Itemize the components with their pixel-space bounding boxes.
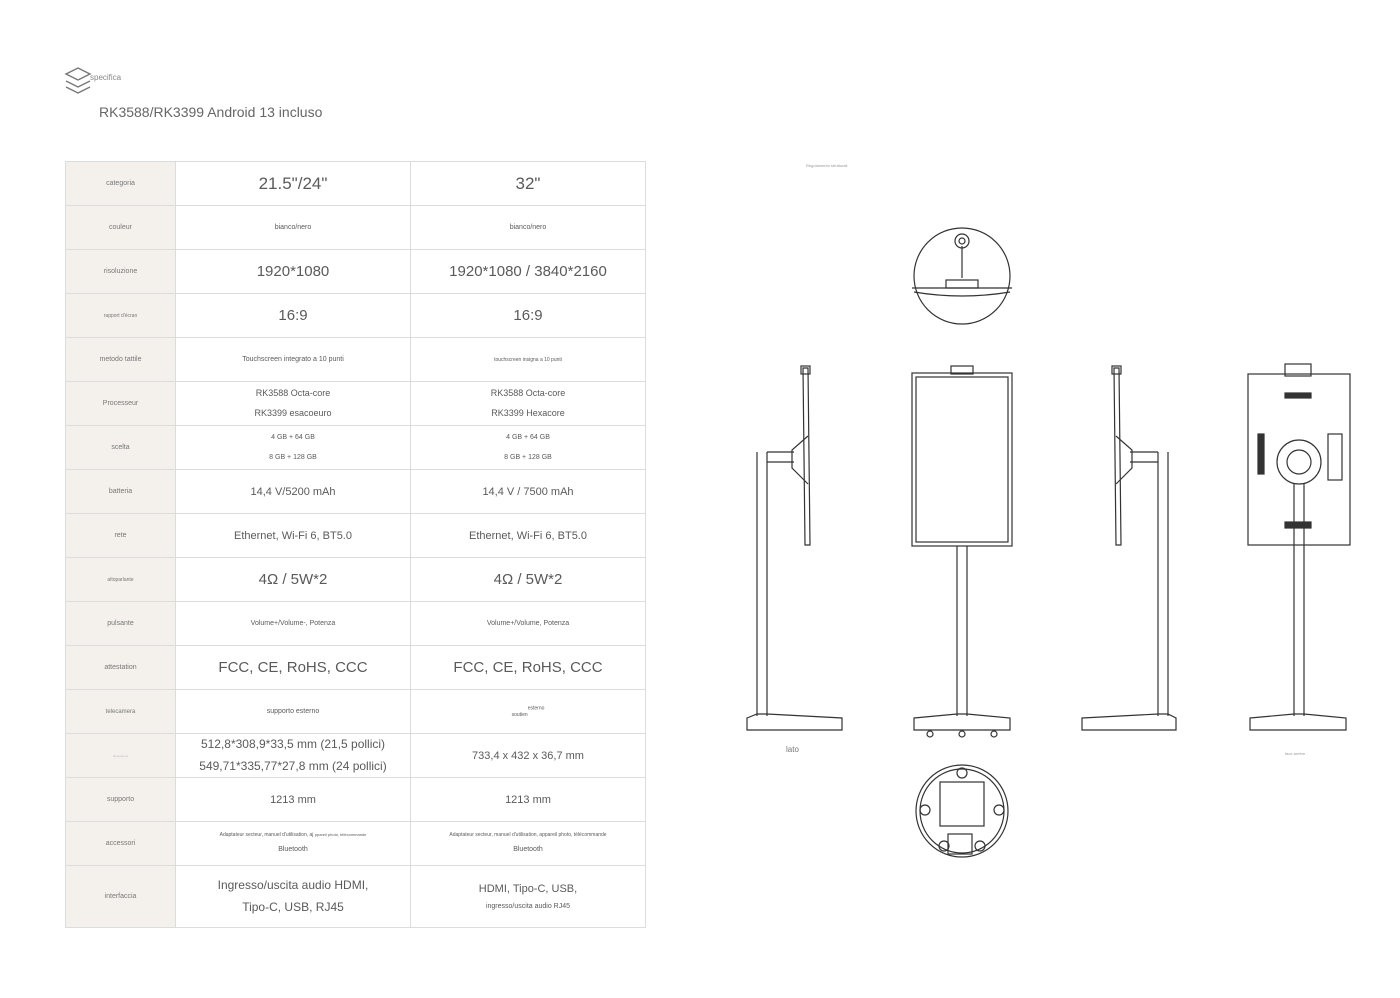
- side-view-drawing-right: [1082, 366, 1176, 730]
- value-cell: [411, 822, 646, 866]
- stacked-layers-icon: [64, 66, 92, 98]
- value-cell: 1920*1080: [176, 250, 411, 294]
- table-row: [66, 866, 646, 928]
- value-line: Ingresso/uscita audio HDMI,: [217, 878, 369, 893]
- value-cell: [176, 866, 411, 928]
- table-row: [66, 470, 646, 514]
- table-row: [66, 690, 646, 734]
- value-cell: supporto esterno: [176, 690, 411, 734]
- value-line: ppareil photo, télécommande: [314, 831, 367, 837]
- back-view-caption: face arrière: [1285, 751, 1306, 756]
- value-cell: [176, 382, 411, 426]
- value-line: 8 GB + 128 GB: [269, 453, 317, 461]
- value-cell: FCC, CE, RoHS, CCC: [176, 646, 411, 690]
- spec-label: specifica: [90, 73, 122, 82]
- value-cell: 21.5"/24": [176, 162, 411, 206]
- value-line: Bluetooth: [513, 846, 543, 854]
- value-cell: [411, 866, 646, 928]
- product-drawings: [740, 150, 1360, 870]
- table-row: [66, 734, 646, 778]
- value-cell: bianco/nero: [411, 206, 646, 250]
- table-row: [66, 514, 646, 558]
- value-cell: [176, 426, 411, 470]
- value-cell: Touchscreen integrato a 10 punti: [176, 338, 411, 382]
- row-label: dimensione: [66, 734, 176, 778]
- value-line: RK3399 Hexacore: [491, 407, 565, 418]
- table-row: [66, 250, 646, 294]
- value-line: Bluetooth: [278, 846, 308, 854]
- value-line: HDMI, Tipo-C, USB,: [478, 882, 578, 895]
- value-line: soutien: [511, 711, 528, 718]
- value-cell: 14,4 V / 7500 mAh: [411, 470, 646, 514]
- side-view-drawing: [747, 366, 842, 730]
- value-line: 4 GB + 64 GB: [271, 433, 315, 441]
- top-view-drawing: [912, 228, 1012, 324]
- value-cell: [411, 426, 646, 470]
- value-cell: touchscreen insigna a 10 punti: [411, 338, 646, 382]
- row-label: pulsante: [66, 602, 176, 646]
- row-label: telecamera: [66, 690, 176, 734]
- table-row: [66, 646, 646, 690]
- spec-table: [65, 161, 646, 928]
- side-view-caption: lato: [786, 745, 799, 754]
- value-line: Tipo-C, USB, RJ45: [242, 899, 344, 914]
- row-label: rapport d'écran: [66, 294, 176, 338]
- table-row: [66, 338, 646, 382]
- value-line: RK3588 Octa-core: [255, 387, 331, 398]
- table-row: [66, 426, 646, 470]
- value-cell: [176, 822, 411, 866]
- table-row: [66, 822, 646, 866]
- row-label: supporto: [66, 778, 176, 822]
- row-label: couleur: [66, 206, 176, 250]
- value-line: 4 GB + 64 GB: [506, 433, 550, 441]
- value-cell: [411, 382, 646, 426]
- value-cell: 4Ω / 5W*2: [176, 558, 411, 602]
- table-row: [66, 294, 646, 338]
- back-view-drawing: [1248, 364, 1350, 730]
- row-label: rete: [66, 514, 176, 558]
- value-cell: 1920*1080 / 3840*2160: [411, 250, 646, 294]
- value-cell: FCC, CE, RoHS, CCC: [411, 646, 646, 690]
- value-line: 8 GB + 128 GB: [504, 453, 552, 461]
- value-cell: 1213 mm: [411, 778, 646, 822]
- value-cell: Ethernet, Wi-Fi 6, BT5.0: [176, 514, 411, 558]
- value-cell: Ethernet, Wi-Fi 6, BT5.0: [411, 514, 646, 558]
- row-label: categoria: [66, 162, 176, 206]
- table-row: [66, 778, 646, 822]
- row-label: accessori: [66, 822, 176, 866]
- value-cell: 32": [411, 162, 646, 206]
- table-row: [66, 602, 646, 646]
- row-label: Processeur: [66, 382, 176, 426]
- value-cell: 733,4 x 432 x 36,7 mm: [411, 734, 646, 778]
- row-label: altoparlante: [66, 558, 176, 602]
- row-label: interfaccia: [66, 866, 176, 928]
- row-label: risoluzione: [66, 250, 176, 294]
- row-label: attestation: [66, 646, 176, 690]
- value-line: RK3588 Octa-core: [490, 387, 566, 398]
- row-label: batteria: [66, 470, 176, 514]
- table-row: [66, 206, 646, 250]
- value-line: Adaptateur secteur, manuel d'utilisation, appareil photo, télécommande: [449, 831, 607, 838]
- value-cell: 16:9: [176, 294, 411, 338]
- value-cell: 4Ω / 5W*2: [411, 558, 646, 602]
- value-line: Adaptateur secteur, manuel d'utilisation, aj: [219, 831, 314, 838]
- value-cell: 16:9: [411, 294, 646, 338]
- value-line: 512,8*308,9*33,5 mm (21,5 pollici): [200, 737, 386, 752]
- value-cell: 14,4 V/5200 mAh: [176, 470, 411, 514]
- row-label: scelta: [66, 426, 176, 470]
- front-view-drawing: [912, 366, 1012, 737]
- value-cell: [176, 734, 411, 778]
- table-row: [66, 558, 646, 602]
- value-line: 549,71*335,77*27,8 mm (24 pollici): [199, 758, 387, 773]
- drawings-top-caption: Regolamento strutturali: [806, 163, 848, 168]
- value-cell: [411, 690, 646, 734]
- base-view-drawing: [916, 765, 1008, 857]
- row-label: metodo tattile: [66, 338, 176, 382]
- table-row: [66, 162, 646, 206]
- page-subtitle: RK3588/RK3399 Android 13 incluso: [99, 104, 323, 120]
- table-row: [66, 382, 646, 426]
- value-line: ingresso/uscita audio RJ45: [485, 902, 571, 910]
- value-cell: 1213 mm: [176, 778, 411, 822]
- value-line: RK3399 esacoeuro: [254, 407, 332, 418]
- value-line: esterno: [527, 705, 545, 712]
- value-cell: Volume+/Volume-, Potenza: [176, 602, 411, 646]
- value-cell: bianco/nero: [176, 206, 411, 250]
- value-cell: Volume+/Volume, Potenza: [411, 602, 646, 646]
